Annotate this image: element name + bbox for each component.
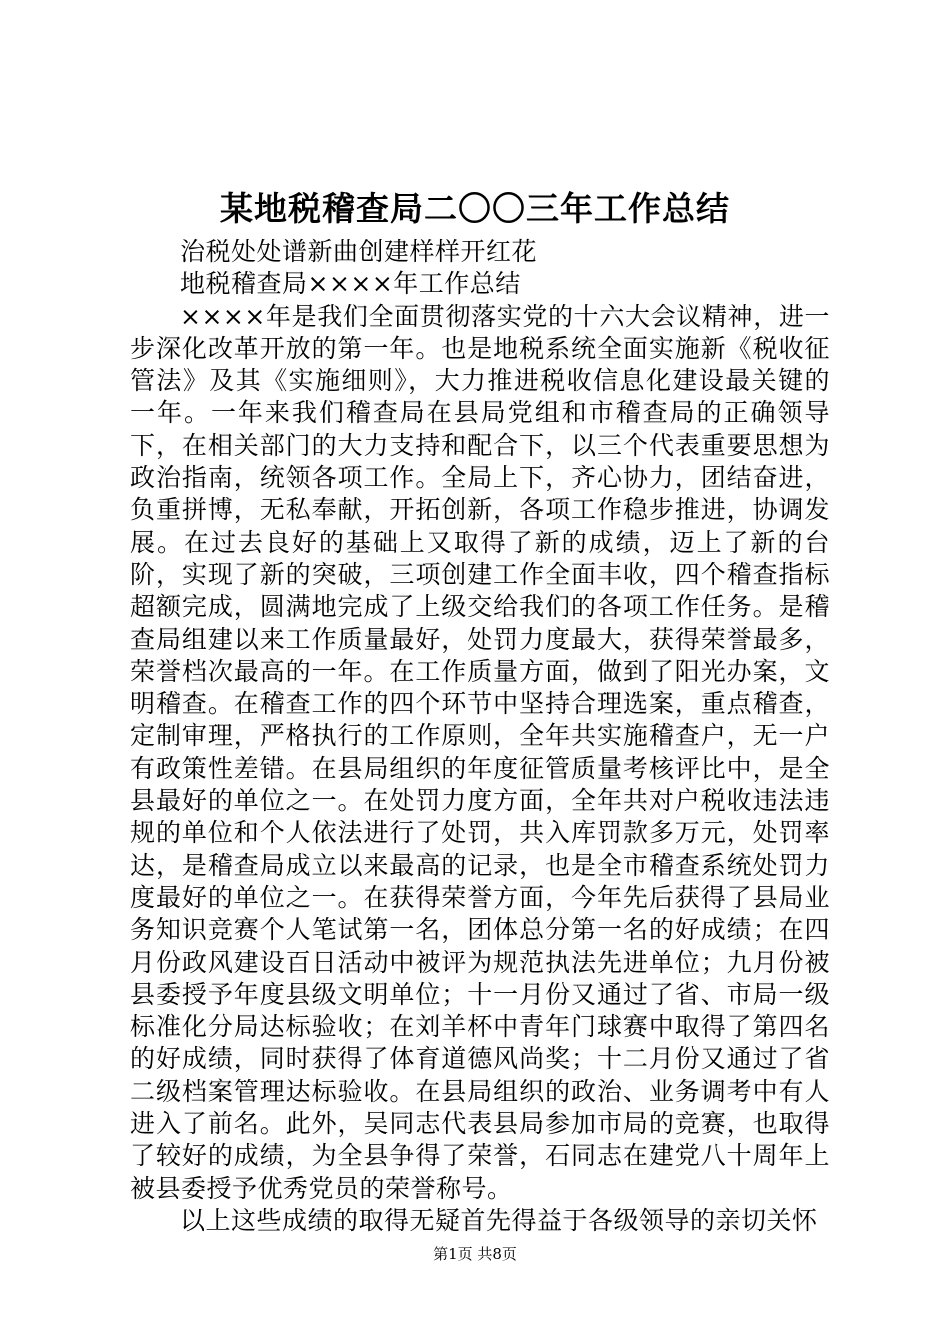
- page-number-footer: 第1页 共8页: [433, 1245, 517, 1263]
- document-title: 某地税稽查局二〇〇三年工作总结: [220, 189, 730, 228]
- body-paragraph: ××××年是我们全面贯彻落实党的十六大会议精神，进一步深化改革开放的第一年。也是地税系统全面实施新《税收征管法》及其《实施细则》，大力推进税收信息化建设最关键的一年。一年来我们稽查局在县局党组和市稽查局的正确领导下，在相关部门的大力支持和配合下，以三个代表重要思想为政治指南，统领各项工作。全局上下，齐心协力，团结奋进，负重拼博，无私奉献，开拓创新，各项工作稳步推进，协调发展。在过去良好的基础上又取得了新的成绩，迈上了新的台阶，实现了新的突破，三项创建工作全面丰收，四个稽查指标超额完成，圆满地完成了上级交给我们的各项工作任务。是稽查局组建以来工作质量最好，处罚力度最大，获得荣誉最多，荣誉档次最高的一年。在工作质量方面，做到了阳光办案，文明稽查。在稽查工作的四个环节中坚持合理选案，重点稽查，定制审理，严格执行的工作原则，全年共实施稽查户，无一户有政策性差错。在县局组织的年度征管质量考核评比中，是全县最好的单位之一。在处罚力度方面，全年共对户税收违法违规的单位和个人依法进行了处罚，共入库罚款多万元，处罚率达，是稽查局成立以来最高的记录，也是全市稽查系统处罚力度最好的单位之一。在获得荣誉方面，今年先后获得了县局业务知识竞赛个人笔试第一名，团体总分第一名的好成绩；在四月份政风建设百日活动中被评为规范执法先进单位；九月份被县委授予年度县级文明单位；十一月份又通过了省、市局一级标准化分局达标验收；在刘羊杯中青年门球赛中取得了第四名的好成绩，同时获得了体育道德风尚奖；十二月份又通过了省二级档案管理达标验收。在县局组织的政治、业务调考中有人进入了前名。此外，吴同志代表县局参加市局的竞赛，也取得了较好的成绩，为全县争得了荣誉，石同志在建党八十周年上被县委授予优秀党员的荣誉称号。: [130, 301, 830, 1203]
- subtitle-line: 地税稽查局××××年工作总结: [180, 269, 521, 299]
- body-paragraph: 以上这些成绩的取得无疑首先得益于各级领导的亲切关怀: [180, 1205, 818, 1235]
- document-body: [130, 236, 830, 1237]
- subtitle-line: 治税处处谱新曲创建样样开红花: [180, 237, 538, 266]
